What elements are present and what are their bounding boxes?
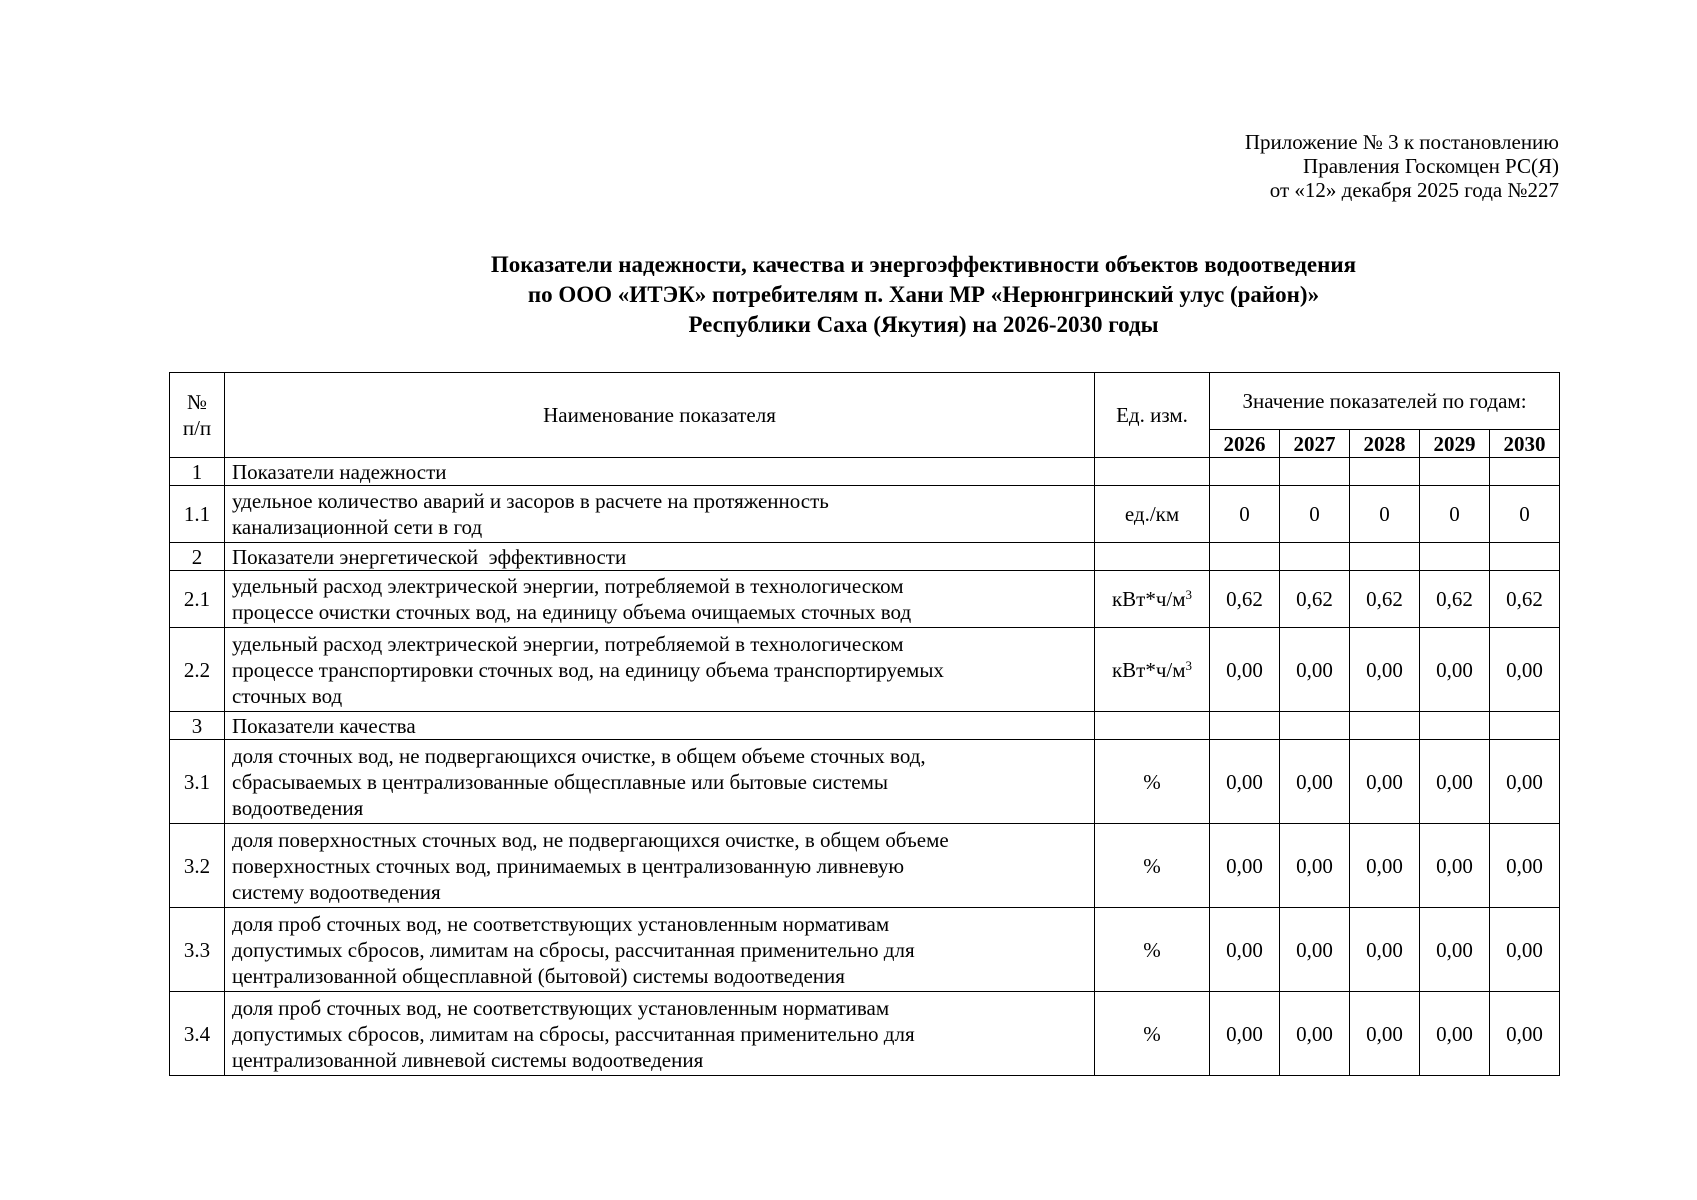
title-line: Республики Саха (Якутия) на 2026-2030 годы <box>688 312 1159 337</box>
indicator-name <box>225 824 1095 908</box>
value-cell: 0,00 <box>1280 908 1350 992</box>
value-cell: 0,00 <box>1280 992 1350 1076</box>
table-row <box>170 571 1560 628</box>
header-number-line2: п/п <box>182 416 212 440</box>
value-cell: 0,00 <box>1280 740 1350 824</box>
indicator-name-line: систему водоотведения <box>232 879 441 904</box>
empty-cell <box>1490 458 1560 486</box>
section-title: Показатели качества <box>225 712 1095 740</box>
row-number: 3.1 <box>170 740 225 824</box>
unit-cell <box>1095 908 1210 992</box>
indicator-name-line: допустимых сбросов, лимитам на сбросы, рассчитанная применительно для <box>232 1021 915 1046</box>
section-number: 1 <box>170 458 225 486</box>
unit-text: % <box>1143 937 1161 962</box>
indicator-name-line: сточных вод <box>232 683 343 708</box>
empty-cell <box>1350 543 1420 571</box>
section-number: 3 <box>170 712 225 740</box>
value-cell: 0,00 <box>1350 740 1420 824</box>
indicator-name-line: процессе очистки сточных вод, на единицу объема очищаемых сточных вод <box>232 600 912 624</box>
value-cell: 0 <box>1350 486 1420 543</box>
indicator-name <box>225 486 1095 543</box>
header-year: 2030 <box>1490 430 1560 458</box>
unit-text: ед./км <box>1124 502 1180 526</box>
value-cell: 0,00 <box>1350 628 1420 712</box>
value-cell: 0,00 <box>1210 992 1280 1076</box>
table-row <box>170 628 1560 712</box>
table-body <box>170 458 1560 1076</box>
unit-cell <box>1095 740 1210 824</box>
value-cell: 0,00 <box>1280 824 1350 908</box>
empty-cell <box>1420 458 1490 486</box>
indicator-name-line: удельный расход электрической энергии, потребляемой в технологическом <box>232 631 904 656</box>
section-title: Показатели энергетической эффективности <box>225 543 1095 571</box>
value-cell: 0,00 <box>1350 992 1420 1076</box>
indicator-name-line: доля проб сточных вод, не соответствующих установленным нормативам <box>232 995 890 1020</box>
empty-cell <box>1280 458 1350 486</box>
appendix-line: Приложение № 3 к постановлению <box>1244 130 1559 154</box>
empty-cell <box>1095 712 1210 740</box>
empty-cell <box>1490 712 1560 740</box>
section-row <box>170 712 1560 740</box>
row-number: 3.2 <box>170 824 225 908</box>
value-cell: 0,62 <box>1490 571 1560 628</box>
value-cell: 0,00 <box>1490 908 1560 992</box>
indicators-table <box>169 372 1560 1076</box>
section-row <box>170 543 1560 571</box>
value-cell: 0 <box>1420 486 1490 543</box>
value-cell: 0,62 <box>1420 571 1490 628</box>
unit-text: кВт*ч/м <box>1111 657 1186 682</box>
indicator-name-line: допустимых сбросов, лимитам на сбросы, рассчитанная применительно для <box>232 937 915 962</box>
unit-text: % <box>1143 1021 1161 1046</box>
title-line: Показатели надежности, качества и энергоэффективности объектов водоотведения <box>490 252 1357 277</box>
header-year: 2029 <box>1420 430 1490 458</box>
value-cell: 0,00 <box>1210 908 1280 992</box>
row-number: 1.1 <box>170 486 225 543</box>
value-cell: 0,62 <box>1280 571 1350 628</box>
value-cell: 0,00 <box>1490 628 1560 712</box>
unit-cell <box>1095 486 1210 543</box>
indicator-name <box>225 571 1095 628</box>
table-row <box>170 908 1560 992</box>
empty-cell <box>1280 712 1350 740</box>
value-cell: 0,00 <box>1490 740 1560 824</box>
empty-cell <box>1280 543 1350 571</box>
unit-superscript: 3 <box>1185 587 1193 602</box>
indicator-name-line: доля поверхностных сточных вод, не подвергающихся очистке, в общем объеме <box>232 827 949 852</box>
unit-text: % <box>1143 769 1161 794</box>
section-number: 2 <box>170 543 225 571</box>
appendix-note <box>1245 130 1559 202</box>
indicator-name-line: централизованной общесплавной (бытовой) системы водоотведения <box>232 963 845 988</box>
table-row <box>170 740 1560 824</box>
indicator-name <box>225 628 1095 712</box>
value-cell: 0,00 <box>1280 628 1350 712</box>
indicator-name-line: канализационной сети в год <box>232 515 483 539</box>
indicator-name-line: удельное количество аварий и засоров в расчете на протяженность <box>232 489 829 513</box>
table-row <box>170 992 1560 1076</box>
indicator-name <box>225 740 1095 824</box>
empty-cell <box>1210 543 1280 571</box>
value-cell: 0,62 <box>1210 571 1280 628</box>
value-cell: 0,00 <box>1420 992 1490 1076</box>
row-number: 2.2 <box>170 628 225 712</box>
section-row <box>170 458 1560 486</box>
empty-cell <box>1490 543 1560 571</box>
indicator-name-line: поверхностных сточных вод, принимаемых в централизованную ливневую <box>232 853 905 878</box>
value-cell: 0,00 <box>1210 824 1280 908</box>
value-cell: 0,00 <box>1350 908 1420 992</box>
unit-text: % <box>1143 853 1161 878</box>
empty-cell <box>1095 543 1210 571</box>
document-title <box>0 250 1697 340</box>
empty-cell <box>1210 712 1280 740</box>
appendix-line: от «12» декабря 2025 года №227 <box>1269 178 1559 202</box>
value-cell: 0,00 <box>1210 740 1280 824</box>
value-cell: 0,00 <box>1210 628 1280 712</box>
empty-cell <box>1095 458 1210 486</box>
value-cell: 0,00 <box>1420 908 1490 992</box>
header-year: 2026 <box>1210 430 1280 458</box>
unit-cell <box>1095 571 1210 628</box>
indicator-name-line: доля сточных вод, не подвергающихся очистке, в общем объеме сточных вод, <box>232 743 926 768</box>
unit-text: кВт*ч/м <box>1111 587 1186 611</box>
empty-cell <box>1350 458 1420 486</box>
table-row <box>170 824 1560 908</box>
header-year: 2027 <box>1280 430 1350 458</box>
unit-superscript: 3 <box>1185 657 1193 673</box>
row-number: 2.1 <box>170 571 225 628</box>
value-cell: 0,00 <box>1350 824 1420 908</box>
title-line: по ООО «ИТЭК» потребителям п. Хани МР «Нерюнгринский улус (район)» <box>527 282 1320 307</box>
indicator-name <box>225 992 1095 1076</box>
indicator-name-line: доля проб сточных вод, не соответствующих установленным нормативам <box>232 911 890 936</box>
empty-cell <box>1420 543 1490 571</box>
empty-cell <box>1210 458 1280 486</box>
indicator-name <box>225 908 1095 992</box>
indicator-name-line: процессе транспортировки сточных вод, на единицу объема транспортируемых <box>232 657 944 682</box>
unit-cell <box>1095 824 1210 908</box>
empty-cell <box>1350 712 1420 740</box>
value-cell: 0,00 <box>1420 628 1490 712</box>
value-cell: 0 <box>1210 486 1280 543</box>
indicator-name-line: водоотведения <box>232 795 364 820</box>
value-cell: 0 <box>1490 486 1560 543</box>
appendix-line: Правления Госкомцен РС(Я) <box>1303 154 1559 178</box>
header-year: 2028 <box>1350 430 1420 458</box>
empty-cell <box>1420 712 1490 740</box>
indicator-name-line: сбрасываемых в централизованные общесплавные или бытовые системы <box>232 769 889 794</box>
header-number-line1: № <box>186 390 208 414</box>
row-number: 3.4 <box>170 992 225 1076</box>
table-row <box>170 486 1560 543</box>
header-values-group: Значение показателей по годам: <box>1210 373 1560 430</box>
value-cell: 0,00 <box>1420 740 1490 824</box>
value-cell: 0,00 <box>1490 992 1560 1076</box>
value-cell: 0,62 <box>1350 571 1420 628</box>
value-cell: 0,00 <box>1420 824 1490 908</box>
value-cell: 0,00 <box>1490 824 1560 908</box>
indicator-name-line: централизованной ливневой системы водоотведения <box>232 1047 704 1072</box>
unit-cell <box>1095 992 1210 1076</box>
row-number: 3.3 <box>170 908 225 992</box>
header-name: Наименование показателя <box>225 373 1095 458</box>
unit-cell <box>1095 628 1210 712</box>
indicator-name-line: удельный расход электрической энергии, потребляемой в технологическом <box>232 574 904 598</box>
header-number <box>170 373 225 458</box>
section-title: Показатели надежности <box>225 458 1095 486</box>
header-unit: Ед. изм. <box>1095 373 1210 458</box>
value-cell: 0 <box>1280 486 1350 543</box>
